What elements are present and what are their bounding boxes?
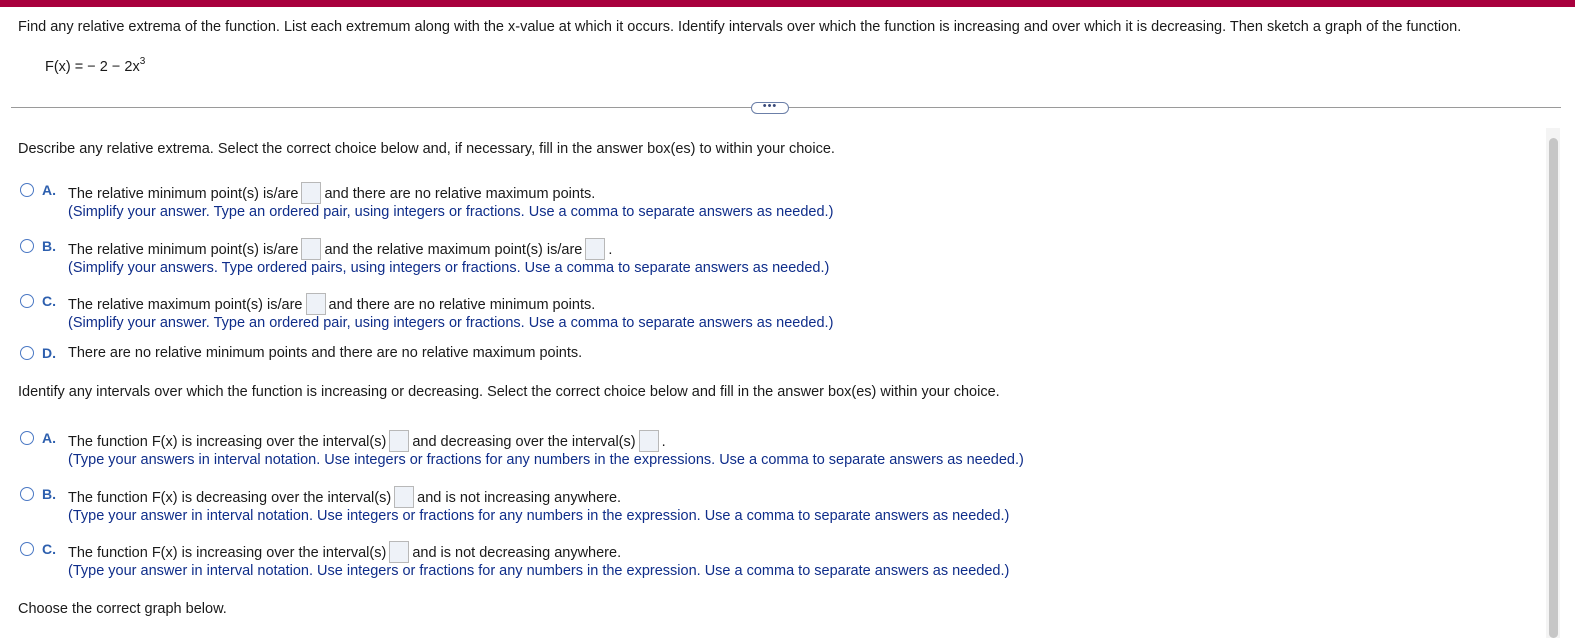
- function-definition: [45, 57, 145, 75]
- scrollbar-thumb[interactable]: [1549, 138, 1558, 638]
- expand-toggle-button[interactable]: •••: [751, 102, 789, 114]
- header-accent-bar: [0, 0, 1575, 7]
- radio-button[interactable]: [20, 487, 34, 501]
- choice-letter: C.: [42, 541, 56, 557]
- choice-letter: A.: [42, 182, 56, 198]
- choice-text: .: [661, 434, 666, 450]
- choice-hint: (Type your answer in interval notation. Use integers or fractions for any numbers in the expression. Use a comma to separate answers as needed.): [68, 508, 1010, 524]
- choice-text: There are no relative minimum points and there are no relative maximum points.: [68, 345, 583, 361]
- choice-text: The relative maximum point(s) is/are: [68, 297, 303, 313]
- choice-text: The relative minimum point(s) is/are: [68, 186, 299, 202]
- choice-text: and is not decreasing anywhere.: [412, 545, 622, 561]
- choice-text: and the relative maximum point(s) is/are: [324, 242, 583, 258]
- choice-text: The relative minimum point(s) is/are: [68, 242, 299, 258]
- radio-button[interactable]: [20, 346, 34, 360]
- choice-hint: (Simplify your answers. Type ordered pairs, using integers or fractions. Use a comma to separate answers as needed.): [68, 260, 830, 276]
- choice-hint: (Simplify your answer. Type an ordered pair, using integers or fractions. Use a comma to separate answers as needed.): [68, 315, 834, 331]
- answer-box[interactable]: [306, 293, 326, 315]
- choice-text: The function F(x) is increasing over the interval(s): [68, 545, 387, 561]
- answer-box[interactable]: [585, 238, 605, 260]
- problem-instructions: Find any relative extrema of the function. List each extremum along with the x-value at which it occurs. Identify intervals over which the function is increasing and over which it is decreasing. Then sketch a graph of the function.: [18, 19, 1462, 35]
- radio-button[interactable]: [20, 542, 34, 556]
- choice-text: and is not increasing anywhere.: [417, 490, 622, 506]
- function-exponent: 3: [139, 56, 146, 67]
- choice-hint: (Simplify your answer. Type an ordered pair, using integers or fractions. Use a comma to separate answers as needed.): [68, 204, 834, 220]
- choice-letter: B.: [42, 238, 56, 254]
- graph-prompt: Choose the correct graph below.: [18, 601, 227, 617]
- choice-hint: (Type your answers in interval notation. Use integers or fractions for any numbers in the expressions. Use a comma to separate answers as needed.): [68, 452, 1024, 468]
- intervals-prompt: Identify any intervals over which the function is increasing or decreasing. Select the correct choice below and fill in the answer box(es) within your choice.: [18, 384, 1000, 400]
- answer-box[interactable]: [639, 430, 659, 452]
- answer-box[interactable]: [301, 182, 321, 204]
- radio-button[interactable]: [20, 239, 34, 253]
- choice-letter: D.: [42, 345, 56, 361]
- choice-text: The function F(x) is decreasing over the interval(s): [68, 490, 392, 506]
- radio-button[interactable]: [20, 183, 34, 197]
- radio-button[interactable]: [20, 431, 34, 445]
- choice-text: and there are no relative maximum points.: [324, 186, 596, 202]
- choice-hint: (Type your answer in interval notation. Use integers or fractions for any numbers in the expression. Use a comma to separate answers as needed.): [68, 563, 1010, 579]
- choice-letter: C.: [42, 293, 56, 309]
- answer-box[interactable]: [389, 541, 409, 563]
- choice-letter: B.: [42, 486, 56, 502]
- answer-box[interactable]: [389, 430, 409, 452]
- choice-text: The function F(x) is increasing over the interval(s): [68, 434, 387, 450]
- answer-box[interactable]: [394, 486, 414, 508]
- choice-text: .: [608, 242, 613, 258]
- choice-text: and decreasing over the interval(s): [412, 434, 636, 450]
- answer-box[interactable]: [301, 238, 321, 260]
- choice-text: and there are no relative minimum points.: [328, 297, 596, 313]
- choice-letter: A.: [42, 430, 56, 446]
- function-text: F(x) = − 2 − 2x: [45, 58, 140, 75]
- radio-button[interactable]: [20, 294, 34, 308]
- extrema-prompt: Describe any relative extrema. Select the correct choice below and, if necessary, fill in the answer box(es) to within your choice.: [18, 141, 835, 157]
